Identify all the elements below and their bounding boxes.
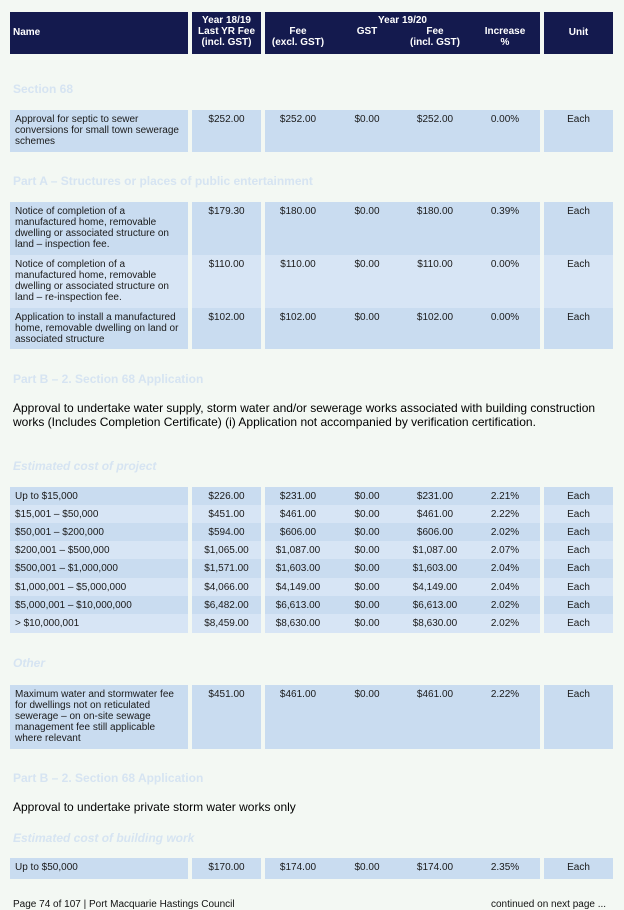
cell-last: $451.00 (208, 689, 245, 700)
header-fee-incl: Fee (426, 26, 444, 37)
cell-name: Approval for septic to sewer conversions for small town sewerage schemes (15, 114, 179, 147)
cell-unit: Each (567, 618, 590, 629)
cell-gst: $0.00 (354, 491, 380, 502)
cell-name: $200,001 – $500,000 (15, 545, 110, 556)
cell-gst: $0.00 (354, 563, 380, 574)
part-b-heading-1: Part B – 2. Section 68 Application (13, 372, 204, 386)
cell-unit: Each (567, 563, 590, 574)
header-year1819-cell (192, 12, 261, 54)
cell-gst: $0.00 (354, 600, 380, 611)
header-year1920-cell (265, 12, 540, 54)
cell-last: $179.30 (208, 206, 245, 217)
header-fee-excl: Fee (289, 26, 307, 37)
cell-gst: $0.00 (354, 582, 380, 593)
part-b-heading-2: Part B – 2. Section 68 Application (13, 771, 204, 785)
cell-unit: Each (567, 509, 590, 520)
cell-incl: $606.00 (416, 527, 454, 538)
cell-inc: 0.00% (490, 312, 520, 323)
cell-name: Up to $50,000 (15, 862, 78, 873)
cell-gst: $0.00 (354, 862, 380, 873)
cell-last: $226.00 (208, 491, 245, 502)
cell-last: $1,571.00 (204, 563, 249, 574)
cell-last: $6,482.00 (204, 600, 249, 611)
header-name-cell (10, 12, 188, 54)
cell-last: $170.00 (208, 862, 245, 873)
cell-incl: $174.00 (416, 862, 454, 873)
cell-incl: $6,613.00 (412, 600, 458, 611)
header-year1819: Year 18/19 (202, 15, 251, 26)
estimated-cost-project-heading: Estimated cost of project (13, 459, 157, 473)
cell-excl: $8,630.00 (275, 618, 321, 629)
cell-unit: Each (567, 689, 590, 700)
cell-name: $15,001 – $50,000 (15, 509, 99, 520)
cell-last: $1,065.00 (204, 545, 249, 556)
cell-excl: $1,603.00 (275, 563, 321, 574)
cell-name: $500,001 – $1,000,000 (15, 563, 118, 574)
cell-unit: Each (567, 600, 590, 611)
header-last-yr-incl: (incl. GST) (201, 37, 252, 48)
cell-last: $8,459.00 (204, 618, 249, 629)
cell-inc: 2.02% (490, 600, 520, 611)
cell-gst: $0.00 (354, 259, 380, 270)
cell-incl: $1,603.00 (412, 563, 458, 574)
cell-excl: $4,149.00 (275, 582, 321, 593)
cell-inc: 2.04% (490, 563, 520, 574)
header-year1920: Year 19/20 (378, 15, 427, 26)
cell-inc: 2.21% (490, 491, 520, 502)
cell-unit: Each (567, 527, 590, 538)
cell-excl: $461.00 (279, 689, 317, 700)
header-unit: Unit (568, 27, 589, 38)
cell-excl: $252.00 (279, 114, 317, 125)
part-a-heading: Part A – Structures or places of public entertainment (13, 174, 313, 188)
cell-inc: 2.07% (490, 545, 520, 556)
header-fee-incl-sub: (incl. GST) (410, 37, 460, 48)
cell-excl: $606.00 (279, 527, 317, 538)
cell-incl: $1,087.00 (412, 545, 458, 556)
cell-last: $102.00 (208, 312, 245, 323)
cell-unit: Each (567, 862, 590, 873)
cell-incl: $8,630.00 (412, 618, 458, 629)
cell-excl: $180.00 (279, 206, 317, 217)
cell-excl: $231.00 (279, 491, 317, 502)
cell-incl: $180.00 (416, 206, 454, 217)
cell-incl: $252.00 (416, 114, 454, 125)
cell-excl: $110.00 (280, 259, 316, 270)
header-last-yr-fee: Last YR Fee (197, 26, 256, 37)
cell-inc: 2.04% (490, 582, 520, 593)
cell-incl: $461.00 (416, 509, 454, 520)
cell-gst: $0.00 (354, 206, 380, 217)
cell-name: > $10,000,001 (15, 618, 80, 629)
estimated-cost-building-heading: Estimated cost of building work (13, 831, 195, 845)
cell-unit: Each (567, 206, 590, 217)
cell-unit: Each (567, 312, 590, 323)
cell-name: Application to install a manufactured home, removable dwelling on land or associated structure (15, 312, 179, 345)
cell-inc: 0.39% (490, 206, 520, 217)
cell-gst: $0.00 (354, 689, 380, 700)
cell-name: Notice of completion of a manufactured home, removable dwelling or associated structure on land – re-inspection fee. (15, 259, 169, 303)
description-paragraph-2: Approval to undertake private storm water works only (13, 800, 296, 814)
cell-unit: Each (567, 259, 590, 270)
cell-gst: $0.00 (354, 114, 380, 125)
cell-excl: $102.00 (279, 312, 317, 323)
cell-last: $110.00 (208, 259, 245, 270)
cell-excl: $461.00 (279, 509, 317, 520)
cell-name: Maximum water and stormwater fee for dwellings not on reticulated sewerage – on on-site sewage management fee still applicable where relevant (15, 689, 174, 744)
cell-last: $451.00 (208, 509, 245, 520)
cell-unit: Each (567, 114, 590, 125)
footer-page-info: Page 74 of 107 | Port Macquarie Hastings Council (13, 899, 235, 910)
other-heading: Other (13, 656, 46, 670)
footer-continued: continued on next page ... (491, 899, 607, 910)
cell-gst: $0.00 (354, 545, 380, 556)
cell-unit: Each (567, 545, 590, 556)
header-name: Name (13, 27, 41, 38)
cell-unit: Each (567, 582, 590, 593)
cell-last: $4,066.00 (204, 582, 249, 593)
cell-name: $50,001 – $200,000 (15, 527, 104, 538)
cell-name: Notice of completion of a manufactured home, removable dwelling or associated structure on land – inspection fee. (15, 206, 169, 250)
cell-incl: $110.00 (417, 259, 453, 270)
cell-inc: 2.22% (490, 689, 520, 700)
cell-unit: Each (567, 491, 590, 502)
cell-name: $1,000,001 – $5,000,000 (15, 582, 127, 593)
cell-inc: 0.00% (490, 114, 520, 125)
cell-inc: 2.02% (490, 527, 520, 538)
header-increase: Increase (484, 26, 526, 37)
cell-name: $5,000,001 – $10,000,000 (15, 600, 132, 611)
cell-incl: $231.00 (416, 491, 454, 502)
header-increase-sub: % (500, 37, 510, 48)
description-paragraph-1: Approval to undertake water supply, storm water and/or sewerage works associated with building construction works (Includes Completion Certificate) (i) Application not accompanied by verification certification. (13, 401, 596, 429)
cell-incl: $461.00 (416, 689, 454, 700)
header-gst: GST (356, 26, 378, 37)
header-unit-cell (544, 12, 613, 54)
cell-last: $594.00 (208, 527, 245, 538)
cell-incl: $4,149.00 (412, 582, 458, 593)
cell-gst: $0.00 (354, 509, 380, 520)
cell-excl: $1,087.00 (275, 545, 321, 556)
cell-gst: $0.00 (354, 527, 380, 538)
header-fee-excl-sub: (excl. GST) (271, 37, 325, 48)
cell-excl: $6,613.00 (275, 600, 321, 611)
cell-inc: 2.35% (490, 862, 520, 873)
section-68-heading: Section 68 (13, 82, 74, 96)
cell-gst: $0.00 (354, 618, 380, 629)
cell-last: $252.00 (208, 114, 245, 125)
cell-name: Up to $15,000 (15, 491, 78, 502)
cell-inc: 2.22% (490, 509, 520, 520)
cell-inc: 0.00% (490, 259, 520, 270)
cell-inc: 2.02% (490, 618, 520, 629)
cell-incl: $102.00 (416, 312, 454, 323)
cell-gst: $0.00 (354, 312, 380, 323)
cell-excl: $174.00 (279, 862, 317, 873)
